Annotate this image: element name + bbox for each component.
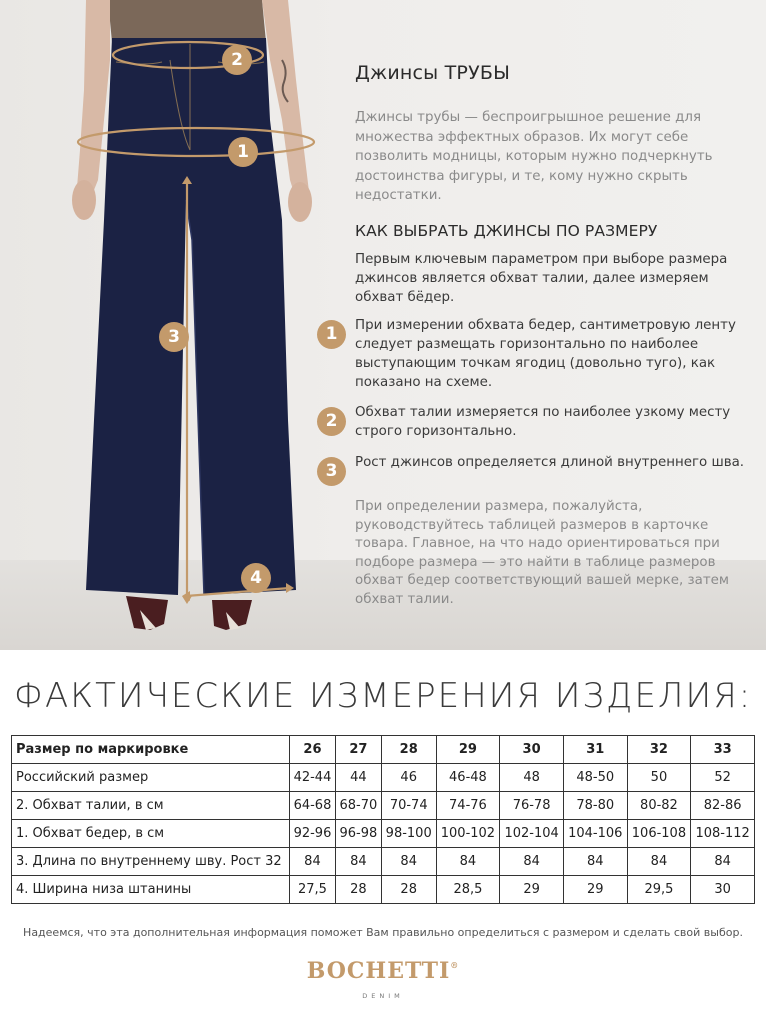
size-cell: 32 — [627, 736, 691, 764]
value-cell: 50 — [627, 764, 691, 792]
value-cell: 42-44 — [290, 764, 336, 792]
value-cell: 84 — [627, 848, 691, 876]
value-cell: 28 — [335, 876, 381, 904]
value-cell: 84 — [563, 848, 627, 876]
value-cell: 29,5 — [627, 876, 691, 904]
brand-name: BOCHETTI — [306, 958, 451, 984]
value-cell: 27,5 — [290, 876, 336, 904]
value-cell: 84 — [500, 848, 564, 876]
value-cell: 28 — [381, 876, 436, 904]
value-cell: 92-96 — [290, 820, 336, 848]
table-row — [12, 792, 755, 820]
row-label-cell: 4. Ширина низа штанины — [12, 876, 290, 904]
value-cell: 46 — [381, 764, 436, 792]
value-cell: 74-76 — [436, 792, 500, 820]
table-row — [12, 820, 755, 848]
product-title: Джинсы ТРУБЫ — [355, 62, 511, 84]
value-cell: 82-86 — [691, 792, 755, 820]
key-parameter-text: Первым ключевым параметром при выборе размера джинсов является обхват талии, далее измеряем обхват бёдер. — [355, 252, 728, 305]
value-cell: 84 — [381, 848, 436, 876]
waist-marker: 2 — [222, 45, 252, 75]
table-header-row — [12, 736, 755, 764]
size-cell: 29 — [436, 736, 500, 764]
value-cell: 64-68 — [290, 792, 336, 820]
registered-mark: ® — [450, 960, 460, 970]
footer-note: Надеемся, что эта дополнительная информация поможет Вам правильно определиться с размером и сделать свой выбор. — [23, 926, 743, 939]
measurements-title: ФАКТИЧЕСКИЕ ИЗМЕРЕНИЯ ИЗДЕЛИЯ: — [13, 676, 753, 716]
value-cell: 48-50 — [563, 764, 627, 792]
step-number-badge: 1 — [317, 320, 346, 349]
size-guide-heading: КАК ВЫБРАТЬ ДЖИНСЫ ПО РАЗМЕРУ — [355, 222, 658, 240]
size-cell: 33 — [691, 736, 755, 764]
value-cell: 76-78 — [500, 792, 564, 820]
value-cell: 30 — [691, 876, 755, 904]
row-label-cell: Российский размер — [12, 764, 290, 792]
inseam-marker: 3 — [159, 322, 189, 352]
hem-width-marker: 4 — [241, 563, 271, 593]
size-cell: 31 — [563, 736, 627, 764]
value-cell: 29 — [563, 876, 627, 904]
product-intro: Джинсы трубы — беспроигрышное решение для множества эффектных образов. Их могут себе позволить модницы, которым нужно подчеркнуть достоинства фигуры, и те, кому нужно скрыть недостатки. — [355, 110, 713, 203]
value-cell: 46-48 — [436, 764, 500, 792]
table-row — [12, 876, 755, 904]
value-cell: 102-104 — [500, 820, 564, 848]
size-table — [11, 735, 755, 904]
brand-logo — [0, 958, 766, 984]
value-cell: 52 — [691, 764, 755, 792]
value-cell: 84 — [290, 848, 336, 876]
step-text: При измерении обхвата бедер, сантиметровую ленту следует размещать горизонтально по наиболее выступающим точкам ягодиц (довольно туго), как показано на схеме. — [355, 318, 736, 390]
value-cell: 68-70 — [335, 792, 381, 820]
value-cell: 80-82 — [627, 792, 691, 820]
value-cell: 84 — [691, 848, 755, 876]
value-cell: 44 — [335, 764, 381, 792]
step-text: Рост джинсов определяется длиной внутреннего шва. — [355, 455, 745, 470]
row-label-cell: 3. Длина по внутреннему шву. Рост 32 — [12, 848, 290, 876]
step-text: Обхват талии измеряется по наиболее узкому месту строго горизонтально. — [355, 405, 731, 439]
value-cell: 104-106 — [563, 820, 627, 848]
row-label-cell: 2. Обхват талии, в см — [12, 792, 290, 820]
value-cell: 106-108 — [627, 820, 691, 848]
value-cell: 28,5 — [436, 876, 500, 904]
value-cell: 100-102 — [436, 820, 500, 848]
table-row — [12, 848, 755, 876]
value-cell: 78-80 — [563, 792, 627, 820]
hip-marker: 1 — [228, 137, 258, 167]
size-cell: 27 — [335, 736, 381, 764]
value-cell: 48 — [500, 764, 564, 792]
size-cell: 30 — [500, 736, 564, 764]
value-cell: 98-100 — [381, 820, 436, 848]
table-row — [12, 764, 755, 792]
value-cell: 29 — [500, 876, 564, 904]
size-cell: 28 — [381, 736, 436, 764]
value-cell: 70-74 — [381, 792, 436, 820]
value-cell: 84 — [436, 848, 500, 876]
value-cell: 84 — [335, 848, 381, 876]
size-cell: 26 — [290, 736, 336, 764]
size-guide-note: При определении размера, пожалуйста, руководствуйтесь таблицей размеров в карточке товара. Главное, на что надо ориентироваться при подборе размера — это найти в таблице размеров обхват бедер соответствующий вашей мерке, затем обхват талии. — [355, 499, 729, 607]
value-cell: 108-112 — [691, 820, 755, 848]
step-number-badge: 2 — [317, 407, 346, 436]
header-label-cell: Размер по маркировке — [12, 736, 290, 764]
value-cell: 96-98 — [335, 820, 381, 848]
step-number-badge: 3 — [317, 457, 346, 486]
row-label-cell: 1. Обхват бедер, в см — [12, 820, 290, 848]
brand-subtitle: DENIM — [362, 992, 404, 1000]
